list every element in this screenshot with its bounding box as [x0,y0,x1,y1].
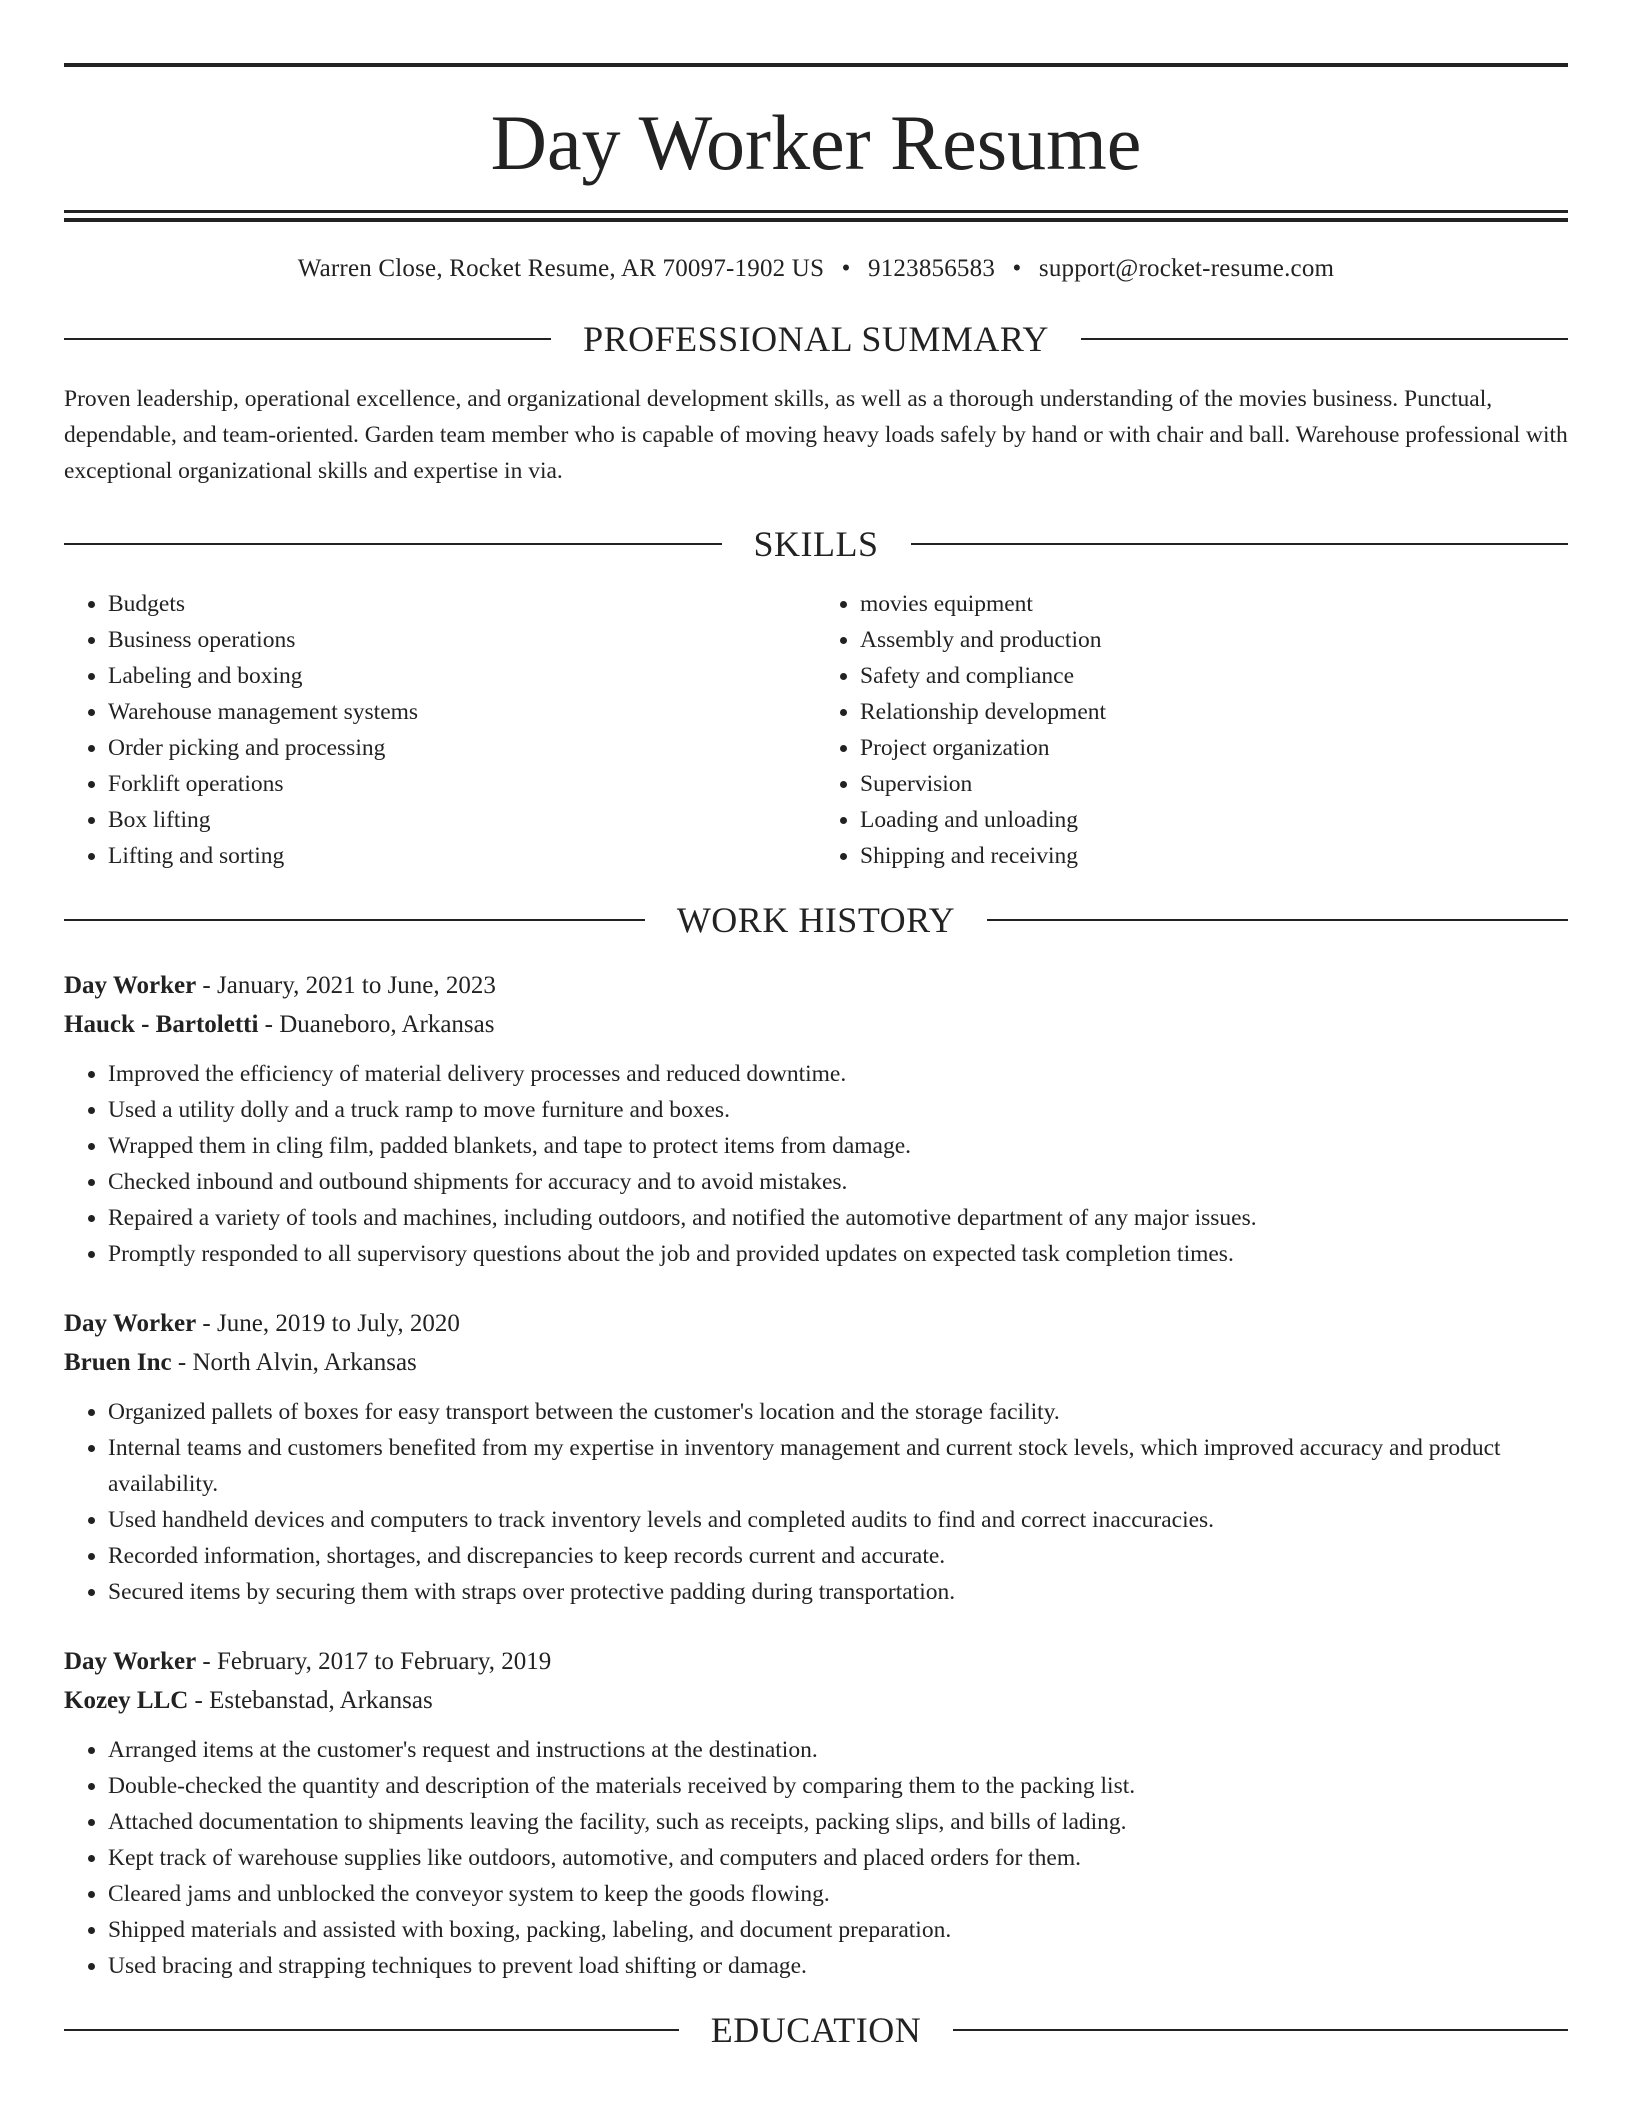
job-location: - North Alvin, Arkansas [171,1349,417,1376]
job-company: Hauck - Bartoletti [64,1011,259,1038]
section-rule [911,543,1569,545]
skill-item: • Budgets [108,586,816,622]
section-title: SKILLS [753,524,879,564]
contact-phone: 9123856583 [868,255,996,282]
job-bullet: • Internal teams and customers benefited from my expertise in inventory management and current stock levels, which improved accuracy and product availability. [108,1430,1568,1502]
job-company-line [64,1681,1568,1720]
job-bullet: • Repaired a variety of tools and machines, including outdoors, and notified the automotive department of any major issues. [108,1200,1568,1236]
skill-item: • Box lifting [108,802,816,838]
job-entry [64,1642,1568,1984]
job-bullets [64,1394,1568,1610]
skill-item: • Forklift operations [108,766,816,802]
section-rule [64,919,645,921]
job-company-line [64,1005,1568,1044]
job-dates: - February, 2017 to February, 2019 [196,1648,552,1675]
job-bullet: • Recorded information, shortages, and discrepancies to keep records current and accurate. [108,1538,1568,1574]
job-entry [64,966,1568,1272]
section-rule [987,919,1568,921]
skill-item: • Labeling and boxing [108,658,816,694]
section-rule [64,338,551,340]
skill-item: • Supervision [860,766,1568,802]
skill-item: • Project organization [860,730,1568,766]
skill-item: • Business operations [108,622,816,658]
skills-list [64,586,1568,874]
top-rule [64,63,1568,67]
summary-text: Proven leadership, operational excellence, and organizational development skills, as well as a thorough understanding of the movies business. Punctual, dependable, and team-oriented. Garden team member who is capable of moving heavy loads safely by hand or with chair and ball. Warehouse professional with exceptional organizational skills and expertise in via. [64,386,1568,484]
job-role: Day Worker [64,1648,197,1675]
contact-address: Warren Close, Rocket Resume, AR 70097-1902 US [297,255,825,282]
job-location: - Estebanstad, Arkansas [188,1687,433,1714]
job-role-line [64,1642,1568,1681]
contact-separator: • [841,255,851,282]
skill-item: • Order picking and processing [108,730,816,766]
skill-item: • Shipping and receiving [860,838,1568,874]
skill-item: • Loading and unloading [860,802,1568,838]
skills-column-right [816,586,1568,874]
resume-page [64,0,1568,2050]
skill-item: • Assembly and production [860,622,1568,658]
job-bullets [64,1732,1568,1984]
job-bullet: • Organized pallets of boxes for easy transport between the customer's location and the storage facility. [108,1394,1568,1430]
job-company-line [64,1343,1568,1382]
section-rule [1081,338,1568,340]
contact-line [64,254,1568,284]
section-title: PROFESSIONAL SUMMARY [583,319,1049,359]
job-location: - Duaneboro, Arkansas [258,1011,495,1038]
job-role: Day Worker [64,972,197,999]
job-bullet: • Attached documentation to shipments leaving the facility, such as receipts, packing slips, and bills of lading. [108,1804,1568,1840]
resume-title: Day Worker Resume [490,99,1142,186]
job-bullet: • Checked inbound and outbound shipments for accuracy and to avoid mistakes. [108,1164,1568,1200]
job-bullet: • Shipped materials and assisted with boxing, packing, labeling, and document preparation. [108,1912,1568,1948]
section-header-work [64,900,1568,940]
section-header-summary [64,319,1568,359]
section-rule [953,2029,1568,2031]
job-company: Bruen Inc [64,1349,172,1376]
job-bullet: • Double-checked the quantity and description of the materials received by comparing them to the packing list. [108,1768,1568,1804]
job-role-line [64,966,1568,1005]
job-role-line [64,1304,1568,1343]
job-company: Kozey LLC [64,1687,189,1714]
job-bullet: • Cleared jams and unblocked the conveyor system to keep the goods flowing. [108,1876,1568,1912]
contact-email: support@rocket-resume.com [1038,255,1335,282]
section-rule [64,2029,679,2031]
section-header-education [64,2010,1568,2050]
skill-item: • Safety and compliance [860,658,1568,694]
section-title: WORK HISTORY [676,900,956,940]
skill-item: • Warehouse management systems [108,694,816,730]
double-rule [64,210,1568,222]
job-bullets [64,1056,1568,1272]
job-dates: - June, 2019 to July, 2020 [196,1310,460,1337]
job-bullet: • Arranged items at the customer's request and instructions at the destination. [108,1732,1568,1768]
skill-item: • Lifting and sorting [108,838,816,874]
job-bullet: • Kept track of warehouse supplies like outdoors, automotive, and computers and placed orders for them. [108,1840,1568,1876]
job-bullet: • Promptly responded to all supervisory questions about the job and provided updates on expected task completion times. [108,1236,1568,1272]
job-bullet: • Used bracing and strapping techniques to prevent load shifting or damage. [108,1948,1568,1984]
job-bullet: • Used handheld devices and computers to track inventory levels and completed audits to find and correct inaccuracies. [108,1502,1568,1538]
job-bullet: • Used a utility dolly and a truck ramp to move furniture and boxes. [108,1092,1568,1128]
skill-item: • Relationship development [860,694,1568,730]
skills-column-left [64,586,816,874]
job-bullet: • Improved the efficiency of material delivery processes and reduced downtime. [108,1056,1568,1092]
job-bullet: • Secured items by securing them with straps over protective padding during transportation. [108,1574,1568,1610]
section-title: EDUCATION [710,2010,922,2050]
section-rule [64,543,722,545]
job-role: Day Worker [64,1310,197,1337]
skill-item: • movies equipment [860,586,1568,622]
job-dates: - January, 2021 to June, 2023 [196,972,496,999]
job-entry [64,1304,1568,1610]
contact-separator: • [1012,255,1022,282]
job-bullet: • Wrapped them in cling film, padded blankets, and tape to protect items from damage. [108,1128,1568,1164]
section-header-skills [64,524,1568,564]
